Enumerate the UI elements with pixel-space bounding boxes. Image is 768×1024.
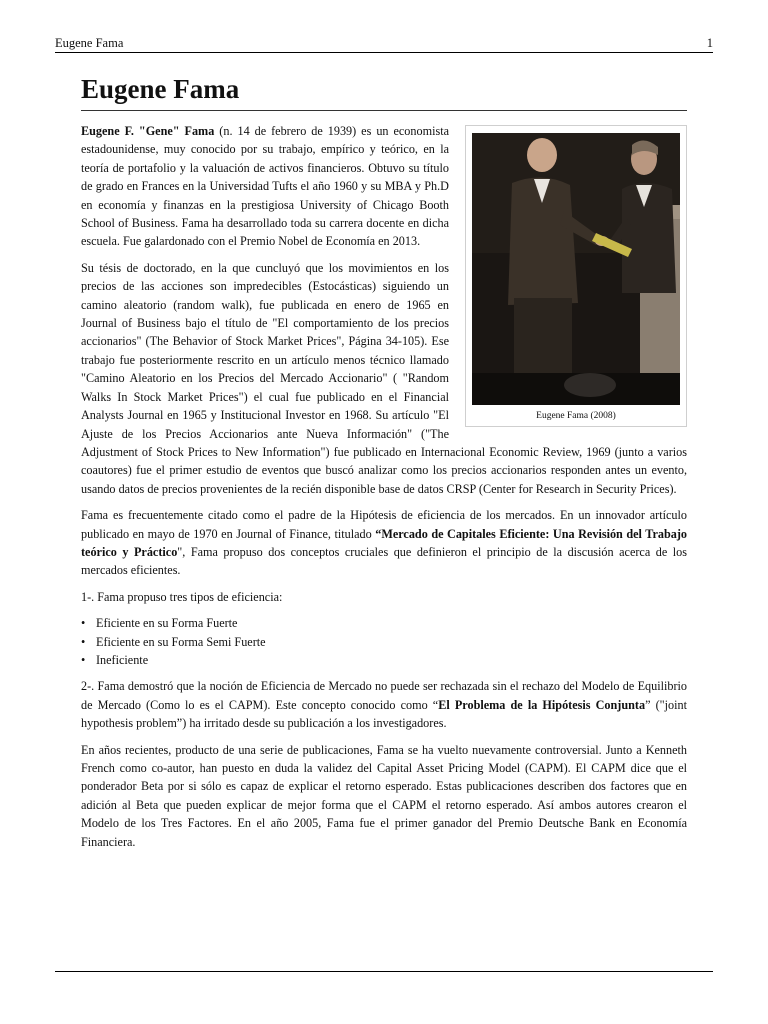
footer-rule — [55, 971, 713, 972]
paragraph-efficiency-types: 1-. Fama propuso tres tipos de eficiencia: — [81, 589, 283, 604]
paragraph-efficient-markets-text: Fama es frecuentemente citado como el padre de la Hipótesis de eficiencia de los mercados. En un innovador artículo publicado en mayo de 1970 en Journal of Finance, titulado — [81, 508, 687, 541]
list-item — [81, 633, 687, 651]
list-item-text: Ineficiente — [96, 652, 149, 667]
running-header — [55, 34, 713, 53]
paragraph-recent-work: En años recientes, producto de una serie de publicaciones, Fama se ha vuelto nuevamente controversial. Junto a Kenneth French como co-autor, han puesto en duda la validez del Capital Asset Pricing Model (CAPM). El CAPM dice que el ponderador Beta por si sólo es capaz de explicar el retorno esperado. Estas publicaciones describen dos factores que en adición al Beta que pueden explicar de mejor forma que el CAPM el retorno esperado. Así ambos autores crearon el Modelo de los Tres Factores. En el año 2005, Fama fue el primer ganador del Premio Deutsche Bank en Economía Financiera. — [81, 742, 687, 849]
figure — [465, 125, 687, 427]
paragraph-joint-hypothesis-tail: ” ("joint hypothesis problem”) ha irritado desde su publicación a los investigadores. — [81, 697, 687, 731]
joint-hypothesis-emphasis: El Problema de la Hipótesis Conjunta — [438, 697, 646, 712]
list-item — [81, 651, 687, 669]
photo-illustration — [472, 133, 680, 405]
paragraph-thesis: Su tésis de doctorado, en la que cuncluyó que los movimientos en los precios de las acciones son impredecibles (Estocásticas) siguiendo un camino aleatorio (random walk), fue publicada en enero de 1965 en Journal of Business bajo el título de "El comportamiento de los precios accionarios" (The Behavior of Stock Market Prices", Página 34-105). Ese trabajo fue posteriormente rescrito en un artículo menos técnico llamado "Camino Aleatorio en los Precios del Mercado Accionario" ( "Random Walks In Stock Market Prices") el cual fue publicado en el Financial Analysts Journal en 1965 y Institucional Investor en 1968. Su artículo "El Ajuste de los Precios Accionarios ante Nueva Información" ("The Adjustment of Stock Prices to New Information") fue publicado en Internacional Economic Review, 1969 (junto a varios coautores) fue el primer estudio de eventos que buscó analizar como los precios accionarios responden antes un evento, usando datos de precios provenientes de la recién disponible base de datos CRSP (Center for Research in Security Prices). — [81, 260, 687, 496]
bullet: • — [81, 652, 86, 667]
paragraph-intro-text: (n. 14 de febrero de 1939) es un economista estadounidense, muy conocido por su trabajo, empírico y teórico, en la teoría de portafolio y la valuación de activos financieros. Obtuvo su título de grado en Frances en la Universidad Tufts el año 1960 y su MBA y Ph.D en economía y finanzas en la prestigiosa University of Chicago Booth School of Business. Fama ha desarrollado toda su carrera docente en dicha escuela. Fue galardonado con el Premio Nobel de Economía en 2013. — [81, 124, 449, 249]
paragraph-efficient-markets-tail: ", Fama propuso dos conceptos cruciales que definieron el principio de la discusión acerca de los mercados eficientes. — [81, 544, 687, 578]
bullet: • — [81, 616, 86, 631]
paragraph-joint-hypothesis-text: 2-. Fama demostró que la noción de Eficiencia de Mercado no puede ser rechazada sin el rechazo del Modelo de Equilibrio de Mercado (Como lo es el CAPM). Este concepto conocido como “ — [81, 679, 687, 712]
photo-award-ceremony — [472, 133, 680, 405]
article-body — [81, 122, 687, 859]
list-item — [81, 614, 687, 632]
subject-name: Eugene F. "Gene" Fama — [81, 124, 215, 138]
page-number: 1 — [706, 36, 713, 50]
figure-caption: Eugene Fama (2008) — [536, 411, 616, 421]
paragraph-joint-hypothesis — [81, 677, 687, 732]
paragraph-efficient-markets — [81, 506, 687, 580]
article-title: Eugene Fama — [81, 70, 687, 111]
bullet: • — [81, 634, 86, 649]
list-item-text: Eficiente en su Forma Semi Fuerte — [96, 634, 266, 649]
article-title-emphasis: “Mercado de Capitales Eficiente: Una Revisión del Trabajo teórico y Práctico — [81, 526, 687, 559]
efficiency-types-list — [81, 614, 687, 669]
list-item-text: Eficiente en su Forma Fuerte — [96, 616, 238, 631]
running-header-title: Eugene Fama — [55, 36, 124, 50]
